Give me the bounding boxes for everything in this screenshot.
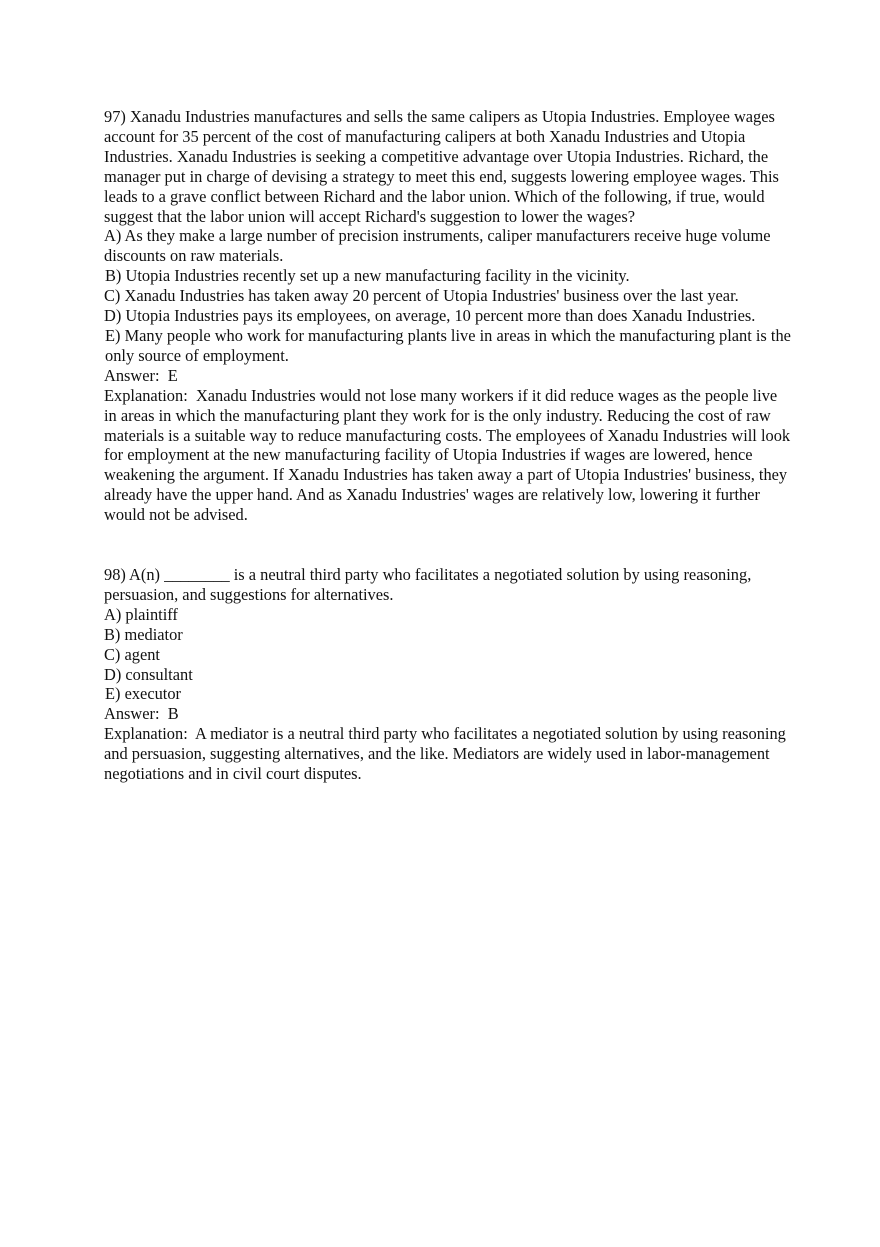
option-a: A) plaintiff [104, 604, 178, 624]
option-a: A) As they make a large number of precision instruments, caliper manufacturers receive huge volume discounts on raw materials. [104, 226, 771, 266]
explanation: Explanation: Xanadu Industries would not lose many workers if it did reduce wages as the people live in areas in which the manufacturing plant they work for is the only industry. Reducing the cost of raw materials is a suitable way to reduce manufacturing costs. The employees of Xanadu Industries will look for employment at the new manufacturing facility of Utopia Industries if wages are lowered, hence weakening the argument. If Xanadu Industries has taken away a part of Utopia Industries' business, they already have the upper hand. And as Xanadu Industries' wages are relatively low, lowering it further would not be advised. [104, 385, 795, 525]
option-b: B) mediator [104, 624, 183, 644]
question-97 [104, 107, 794, 525]
answer: Answer: E [104, 365, 178, 385]
question-stem: 98) A(n) ________ is a neutral third party who facilitates a negotiated solution by using reasoning, persuasion, and suggestions for alternatives. [104, 565, 756, 604]
answer: Answer: B [104, 704, 179, 724]
question-stem: 97) Xanadu Industries manufactures and sells the same calipers as Utopia Industries. Employee wages account for 35 percent of the cost of manufacturing calipers at both Xanadu Industries and Utopia Industries. Xanadu Industries is seeking a competitive advantage over Utopia Industries. Richard, the manager put in charge of devising a strategy to meet this end, suggests lowering employee wages. This leads to a grave conflict between Richard and the labor union. Which of the following, if true, would suggest that the labor union will accept Richard's suggestion to lower the wages? [104, 107, 783, 226]
option-e: E) Many people who work for manufacturing plants live in areas in which the manufacturing plant is the only source of employment. [105, 325, 791, 365]
explanation: Explanation: A mediator is a neutral third party who facilitates a negotiated solution by using reasoning and persuasion, suggesting alternatives, and the like. Mediators are widely used in labor-management negotiations and in civil court disputes. [104, 724, 790, 784]
document-page [104, 107, 794, 784]
option-e: E) executor [105, 684, 181, 704]
option-b: B) Utopia Industries recently set up a new manufacturing facility in the vicinity. [105, 266, 630, 286]
option-d: D) consultant [104, 664, 193, 684]
question-98 [104, 565, 794, 784]
option-c: C) agent [104, 644, 160, 664]
option-d: D) Utopia Industries pays its employees, on average, 10 percent more than does Xanadu Industries. [104, 306, 756, 326]
option-c: C) Xanadu Industries has taken away 20 percent of Utopia Industries' business over the last year. [104, 286, 739, 306]
